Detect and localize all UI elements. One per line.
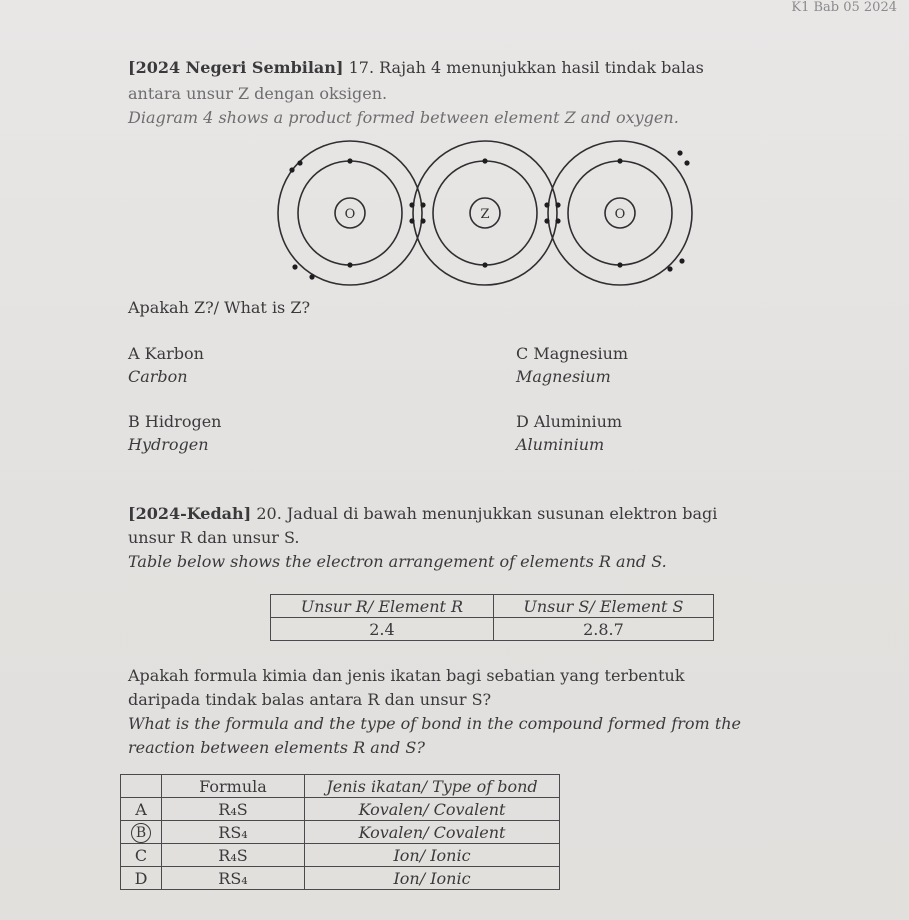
- electron-arrangement-table: [270, 594, 714, 641]
- answer-letter-circled: B: [131, 823, 151, 843]
- q17-option-a-ms: Karbon: [144, 344, 204, 363]
- q20-source: [2024-Kedah]: [128, 504, 252, 523]
- q20-line1: [128, 502, 717, 525]
- q20-intro-en: Table below shows the electron arrangement of elements R and S.: [128, 552, 667, 571]
- answer-header-cell: Jenis ikatan/ Type of bond: [305, 775, 560, 798]
- q17-option-c[interactable]: [516, 342, 628, 388]
- q20-question-ms-2: daripada tindak balas antara R dan unsur S?: [128, 690, 492, 709]
- q17-option-c-ms: Magnesium: [533, 344, 629, 363]
- q17-intro-ms-2: antara unsur Z dengan oksigen.: [128, 84, 388, 103]
- table-header-row: [271, 595, 714, 618]
- q17-option-b[interactable]: [128, 410, 221, 456]
- answer-bond: Kovalen/ Covalent: [305, 821, 560, 844]
- answer-header-row: [121, 775, 560, 798]
- answer-row-d[interactable]: [121, 867, 560, 890]
- answer-formula: RS₄: [162, 867, 305, 890]
- header-code: K1 Bab 05 2024: [791, 0, 897, 15]
- q17-option-b-en: Hydrogen: [128, 435, 209, 454]
- q17-intro-ms-1: 17. Rajah 4 menunjukkan hasil tindak balas: [348, 58, 704, 77]
- answer-formula: R₄S: [162, 798, 305, 821]
- table-row: [271, 618, 714, 641]
- answer-letter: A: [121, 798, 162, 821]
- table-header-cell: Unsur S/ Element S: [493, 595, 713, 618]
- q17-intro-en: Diagram 4 shows a product formed between element Z and oxygen.: [128, 108, 679, 127]
- center-atom-label: Z: [480, 207, 490, 222]
- answer-letter: C: [121, 844, 162, 867]
- answer-header-cell: Formula: [162, 775, 305, 798]
- answer-bond: Kovalen/ Covalent: [305, 798, 560, 821]
- q17-option-c-letter: C: [516, 344, 529, 363]
- q17-line1: [128, 56, 704, 79]
- left-atom-label: O: [344, 207, 356, 222]
- answer-letter: [121, 821, 162, 844]
- answer-row-b[interactable]: [121, 821, 560, 844]
- q17-option-d-en: Aluminium: [516, 435, 605, 454]
- answer-bond: Ion/ Ionic: [305, 867, 560, 890]
- q20-intro-ms-1: 20. Jadual di bawah menunjukkan susunan elektron bagi: [256, 504, 718, 523]
- table-cell: 2.8.7: [493, 618, 713, 641]
- q20-question-en-2: reaction between elements R and S?: [128, 738, 425, 757]
- answer-bond: Ion/ Ionic: [305, 844, 560, 867]
- answer-letter: D: [121, 867, 162, 890]
- table-cell: 2.4: [271, 618, 494, 641]
- q17-option-a-en: Carbon: [128, 367, 188, 386]
- q17-option-c-en: Magnesium: [516, 367, 611, 386]
- q17-option-d-ms: Aluminium: [533, 412, 623, 431]
- answer-formula: R₄S: [162, 844, 305, 867]
- answer-header-cell: [121, 775, 162, 798]
- answer-row-a[interactable]: [121, 798, 560, 821]
- q20-question-ms-1: Apakah formula kimia dan jenis ikatan bagi sebatian yang terbentuk: [128, 666, 685, 685]
- diagram-4: [270, 135, 710, 295]
- answer-row-c[interactable]: [121, 844, 560, 867]
- q20-question-en-1: What is the formula and the type of bond in the compound formed from the: [128, 714, 742, 733]
- q17-option-a-letter: A: [128, 344, 140, 363]
- right-atom-label: O: [614, 207, 626, 222]
- q17-option-d[interactable]: [516, 410, 622, 456]
- q17-source: [2024 Negeri Sembilan]: [128, 58, 344, 77]
- table-header-cell: Unsur R/ Element R: [271, 595, 494, 618]
- q17-option-b-ms: Hidrogen: [144, 412, 222, 431]
- q17-option-d-letter: D: [516, 412, 529, 431]
- q17-option-a[interactable]: [128, 342, 204, 388]
- answer-formula: RS₄: [162, 821, 305, 844]
- q17-option-b-letter: B: [128, 412, 140, 431]
- q17-question: Apakah Z?/ What is Z?: [128, 298, 311, 317]
- answer-options-table: [120, 774, 560, 890]
- q20-intro-ms-2: unsur R dan unsur S.: [128, 528, 300, 547]
